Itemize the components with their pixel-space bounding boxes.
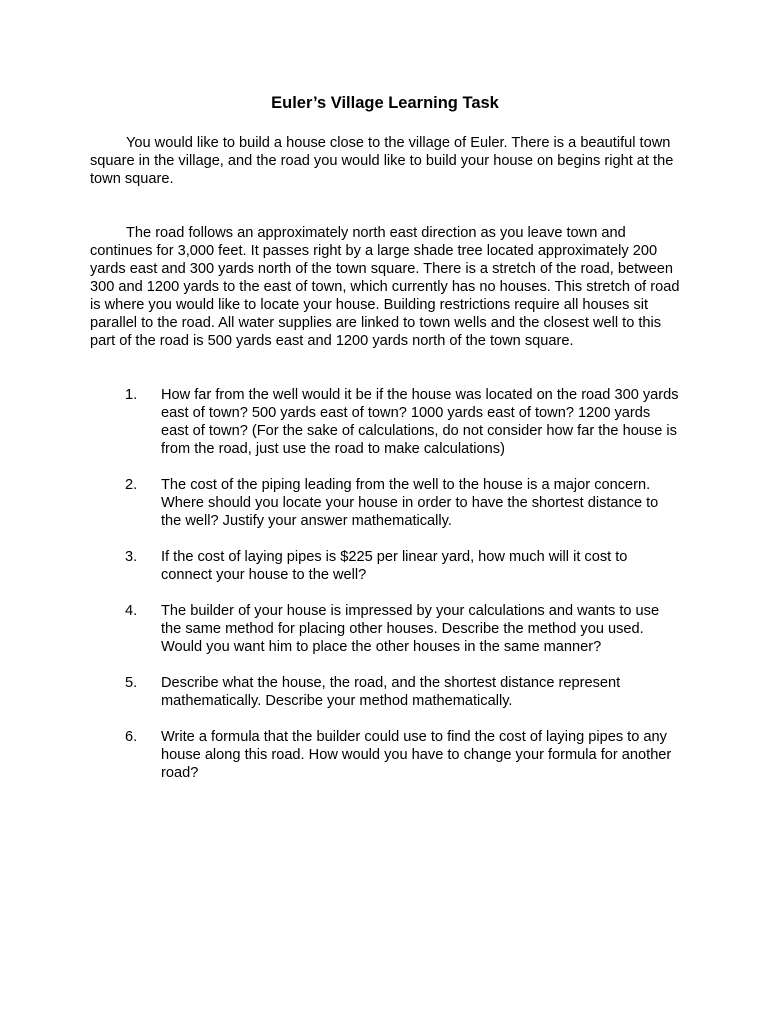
question-text: Write a formula that the builder could use to find the cost of laying pipes to any house along this road. How would you have to change your formula for another road?	[161, 729, 672, 781]
question-number: 6.	[125, 729, 138, 745]
question-item	[90, 674, 680, 710]
question-number: 3.	[125, 549, 138, 565]
question-item	[90, 386, 680, 458]
document-title: Euler’s Village Learning Task	[271, 94, 499, 112]
question-number: 1.	[125, 387, 138, 403]
intro-paragraph: You would like to build a house close to the village of Euler. There is a beautiful town square in the village, and the road you would like to build your house on begins right at the town square.	[90, 135, 674, 187]
question-item	[90, 476, 680, 530]
question-number: 5.	[125, 675, 138, 691]
question-text: If the cost of laying pipes is $225 per linear yard, how much will it cost to connect your house to the well?	[161, 549, 628, 583]
question-number: 4.	[125, 603, 138, 619]
question-text: How far from the well would it be if the house was located on the road 300 yards east of town? 500 yards east of town? 1000 yards east of town? 1200 yards east of town? (For the sake of calculations, do not consider how far the house is from the road, just use the road to make calculations)	[161, 387, 679, 457]
question-item	[90, 602, 680, 656]
question-list	[90, 386, 680, 782]
document-page	[90, 93, 680, 800]
question-item	[90, 728, 680, 782]
road-description-paragraph: The road follows an approximately north east direction as you leave town and continues for 3,000 feet. It passes right by a large shade tree located approximately 200 yards east and 300 yards north of the town square. There is a stretch of the road, between 300 and 1200 yards to the east of town, which currently has no houses. This stretch of road is where you would like to locate your house. Building restrictions require all houses sit parallel to the road. All water supplies are linked to town wells and the closest well to this part of the road is 500 yards east and 1200 yards north of the town square.	[90, 225, 680, 349]
question-text: The cost of the piping leading from the well to the house is a major concern. Where should you locate your house in order to have the shortest distance to the well? Justify your answer mathematically.	[161, 477, 659, 529]
question-number: 2.	[125, 477, 138, 493]
question-text: Describe what the house, the road, and the shortest distance represent mathematically. Describe your method mathematically.	[161, 675, 621, 709]
question-item	[90, 548, 680, 584]
question-text: The builder of your house is impressed by your calculations and wants to use the same method for placing other houses. Describe the method you used. Would you want him to place the other houses in the same manner?	[161, 603, 660, 655]
